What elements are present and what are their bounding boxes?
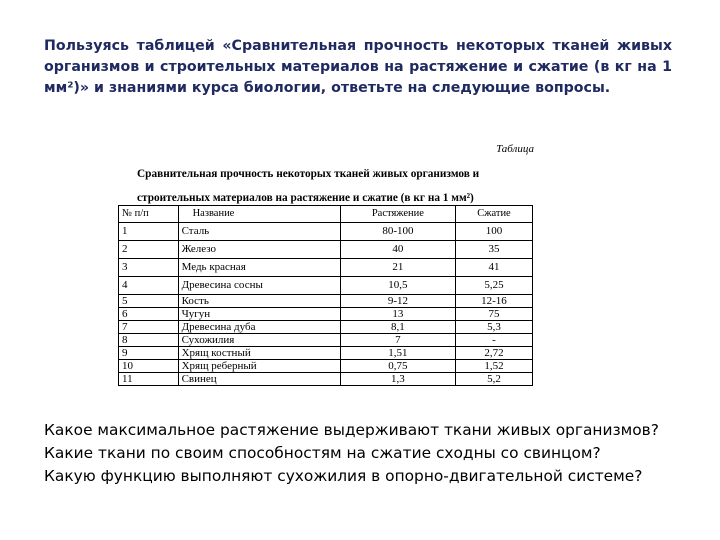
row-num: 7 [119, 321, 179, 334]
table-row [119, 223, 533, 241]
row-num: 3 [119, 259, 179, 277]
row-compression: 75 [455, 308, 532, 321]
table-title [137, 162, 479, 210]
row-num: 1 [119, 223, 179, 241]
row-compression: - [455, 334, 532, 347]
row-tension: 1,3 [340, 373, 455, 386]
row-compression: 1,52 [455, 360, 532, 373]
table-row [119, 321, 533, 334]
row-compression: 100 [455, 223, 532, 241]
question-2: Какие ткани по своим способностям на сжатие сходны со свинцом? [44, 444, 601, 462]
row-name: Чугун [178, 308, 340, 321]
row-name: Древесина сосны [178, 277, 340, 295]
row-tension: 8,1 [340, 321, 455, 334]
row-name: Свинец [178, 373, 340, 386]
row-num: 6 [119, 308, 179, 321]
table-title-line-2: строительных материалов на растяжение и сжатие (в кг на 1 мм²) [137, 192, 474, 204]
row-name: Железо [178, 241, 340, 259]
question-1: Какое максимальное растяжение выдерживают ткани живых организмов? [44, 421, 659, 439]
header-compression: Сжатие [455, 206, 532, 223]
table-row [119, 373, 533, 386]
row-tension: 1,51 [340, 347, 455, 360]
row-compression: 5,2 [455, 373, 532, 386]
row-tension: 9-12 [340, 295, 455, 308]
table-row [119, 308, 533, 321]
row-tension: 13 [340, 308, 455, 321]
row-name: Кость [178, 295, 340, 308]
table-row [119, 334, 533, 347]
row-num: 5 [119, 295, 179, 308]
table-row [119, 259, 533, 277]
row-num: 10 [119, 360, 179, 373]
row-compression: 5,3 [455, 321, 532, 334]
row-num: 11 [119, 373, 179, 386]
row-tension: 80-100 [340, 223, 455, 241]
table-row [119, 360, 533, 373]
table-header-row [119, 206, 533, 223]
row-name: Хрящ костный [178, 347, 340, 360]
row-num: 9 [119, 347, 179, 360]
table-row [119, 241, 533, 259]
header-name: Название [178, 206, 340, 223]
questions-block [44, 420, 684, 489]
row-tension: 7 [340, 334, 455, 347]
row-name: Сталь [178, 223, 340, 241]
row-compression: 2,72 [455, 347, 532, 360]
row-tension: 0,75 [340, 360, 455, 373]
row-name: Хрящ реберный [178, 360, 340, 373]
row-compression: 41 [455, 259, 532, 277]
row-name: Сухожилия [178, 334, 340, 347]
table-caption: Таблица [496, 143, 534, 155]
header-num: № п/п [119, 206, 179, 223]
row-compression: 5,25 [455, 277, 532, 295]
row-num: 8 [119, 334, 179, 347]
row-name: Древесина дуба [178, 321, 340, 334]
strength-table [118, 205, 533, 386]
row-tension: 40 [340, 241, 455, 259]
table-row [119, 295, 533, 308]
row-compression: 12-16 [455, 295, 532, 308]
row-tension: 10,5 [340, 277, 455, 295]
row-num: 4 [119, 277, 179, 295]
header-tension: Растяжение [340, 206, 455, 223]
table-row [119, 347, 533, 360]
row-tension: 21 [340, 259, 455, 277]
row-num: 2 [119, 241, 179, 259]
row-compression: 35 [455, 241, 532, 259]
question-3: Какую функцию выполняют сухожилия в опорно-двигательной системе? [44, 467, 643, 485]
row-name: Медь красная [178, 259, 340, 277]
table-row [119, 277, 533, 295]
table-title-line-1: Сравнительная прочность некоторых тканей живых организмов и [137, 168, 480, 180]
intro-text: Пользуясь таблицей «Сравнительная прочность некоторых тканей живых организмов и строительных материалов на растяжение и сжатие (в кг на 1 мм²)» и знаниями курса биологии, ответьте на следующие вопросы. [44, 38, 672, 96]
